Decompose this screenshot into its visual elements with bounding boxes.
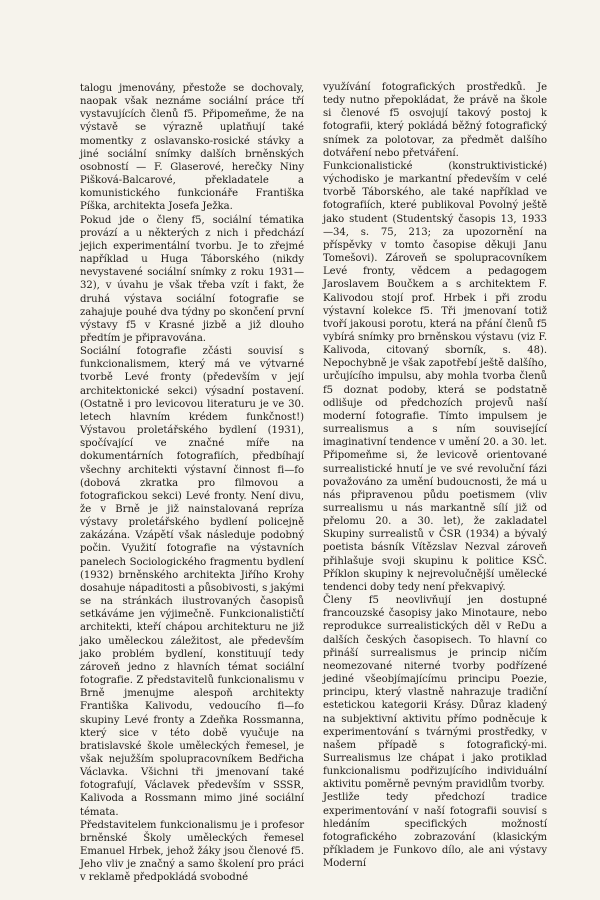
left-column: [80, 82, 304, 885]
right-column: [323, 81, 547, 870]
paragraph: Funkcionalistické (konstruktivistické) východisko je markantní především v celé tvorbě Táborského, ale také například ve fotografiích, které publikoval Povolný ještě jako student (Studentský časopis 13, 1933—34, s. 75, 213; za upozornění na příspěvky v tomto časopise děkuji Janu Tomešovi). Zároveň se spolupracovníkem Levé fronty, vědcem a pedagogem Jaroslavem Boučkem a s architektem F. Kalivodou stojí prof. Hrbek i při zrodu výstavní kolekce f5. Tři jmenovaní totiž tvoří jakousi porotu, která na přání členů f5 vybírá snímky pro brněnskou výstavu (viz F. Kalivoda, citovaný sborník, s. 48). Nepochybně je však zapotřebí ještě dalšího, určujícího impulsu, aby mohla tvorba členů f5 doznat podoby, která se podstatně odlišuje od předchozích projevů naší moderní fotografie. Tímto impulsem je surrealismus a s ním související imaginativní tendence v umění 20. a 30. let. Připomeňme si, že levicově orientované surrealistické hnutí je ve své revoluční fázi považováno za umění budoucnosti, že má u nás připravenou půdu poetismem (vliv surrealismu u nás markantně sílí již od přelomu 20. a 30. let), že zakladatel Skupiny surrealistů v ČSR (1934) a bývalý poetista básník Vítězslav Nezval zároveň přihlašuje svoji skupinu k politice KSČ. Příklon skupiny k nejrevolučnější umělecké tendenci doby tedy není překvapivý.: [323, 160, 547, 593]
paragraph: Sociální fotografie zčásti souvisí s funkcionalismem, který má ve výtvarné tvorbě Levé fronty (především v její architektonické sekci) výsadní postavení. (Ostatně i pro levicovou literaturu je ve 30. letech hlavním krédem funkčnost!) Výstavou proletářského bydlení (1931), spočívající ve značné míře na dokumentárních fotografiích, předbíhají všechny architekti výstavní činnost fi—fo (dobová zkratka pro filmovou a fotografickou sekci) Levé fronty. Není divu, že v Brně je již nainstalovaná repríza výstavy proletářského bydlení policejně zakázána. Vzápětí však následuje podobný počin. Využití fotografie na výstavních panelech Sociologického fragmentu bydlení (1932) brněnského architekta Jiřího Krohy dosahuje nápaditosti a působivosti, s jakými se na stránkách ilustrovaných časopisů setkáváme jen výjimečně. Funkcionalističtí architekti, kteří chápou architekturu ne již jako uměleckou záležitost, ale především jako problém bydlení, konstituují tedy zároveň jedno z hlavních témat sociální fotografie. Z představitelů funkcionalismu v Brně jmenujme alespoň architekty Františka Kalivodu, vedoucího fi—fo skupiny Levé fronty a Zdeňka Rossmanna, který sice v této době vyučuje na bratislavské škole uměleckých řemesel, je však nejužším spolupracovníkem Bedřicha Václavka. Všichni tři jmenovaní také fotografují, Václavek především v SSSR, Kalivoda a Rossmann mimo jiné sociální témata.: [80, 346, 304, 818]
paragraph: Pokud jde o členy f5, sociální tématika provází a u některých z nich i předchází jejich experimentální tvorbu. Je to zřejmé například u Huga Táborského (nikdy nevystavené sociální snímky z roku 1931—32), v úvahu je však třeba vzít i fakt, že druhá výstava sociální fotografie se zahajuje pouhé dva týdny po skončení první výstavy f5 v Krasné jizbě a již dlouho předtím je připravována.: [80, 214, 304, 344]
paragraph: Jestliže tedy předchozí tradice experimentování v naší fotografii souvisí s hledáním specifických možností fotografického zobrazování (klasickým příkladem je Funkovo dílo, ale ani výstavy Moderní: [323, 792, 547, 870]
paragraph: využívání fotografických prostředků. Je tedy nutno přepokládat, že právě na škole si členové f5 osvojují takový postoj k fotografii, který pokládá běžný fotografický snímek za polotovar, za předmět dalšího dotváření nebo přetváření.: [323, 82, 547, 159]
paragraph: Představitelem funkcionalismu je i profesor brněnské Školy uměleckých řemesel Emanuel Hrbek, jehož žáky jsou členové f5. Jeho vliv je značný a samo školení pro práci v reklamě předpokládá svobodné: [80, 819, 304, 884]
paragraph: Členy f5 neovlivňují jen dostupné francouzské časopisy jako Minotaure, nebo reprodukce surrealistických děl v ReDu a dalších českých časopisech. To hlavní co přináší surrealismus je princip ničím neomezované niterné tvorby podřízené jediné všeobjímajícímu principu Poezie, principu, který vlastně nahrazuje tradiční estetickou kategorii Krásy. Důraz kladený na subjektivní aktivitu přímo podněcuje k experimentování s tvárnými prostředky, v našem případě s fotografický-mi. Surrealismus lze chápat i jako protiklad funkcionalismu podřizujícího individuální aktivitu poměrně pevným pravidlům tvorby.: [323, 595, 547, 791]
paragraph: talogu jmenovány, přestože se dochovaly, naopak však neznáme sociální práce tří vystavujících členů f5. Připomeňme, že na výstavě se výrazně uplatňují také momentky z oslavansko-rosické stávky a jiné sociální snímky dalších brněnských osobností — F. Glaserové, herečky Niny Pišková-Balcarové, překladatele a komunistického funkcionáře Františka Píška, architekta Josefa Ježka.: [80, 83, 304, 213]
